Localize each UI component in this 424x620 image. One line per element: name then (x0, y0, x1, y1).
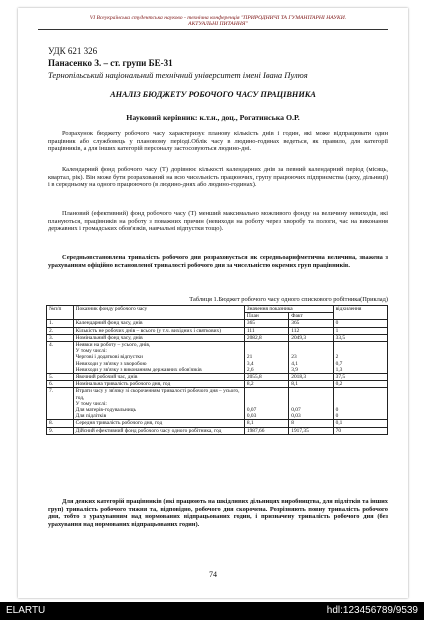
table-cell: 365 (289, 320, 333, 327)
repository-name: ELARTU (6, 605, 46, 616)
table-cell: 1917,35 (289, 427, 333, 434)
header-plan: План (244, 313, 288, 320)
table-body (47, 320, 388, 434)
table-cell: 8,2 (244, 381, 288, 388)
table-row (47, 342, 388, 374)
table-cell: 0 0 (333, 388, 387, 420)
table-row (47, 427, 388, 434)
paragraph-3: Плановий (ефективний) фонд робочого часу (Т) менший максимально можливого фонду на величину невиходів, які плануються, працівників на роботу з поважних причин (невиходи на роботу через хворобу та пологи, час на виконання державних і громадських обов'язків, навчальні відпустки тощо). (48, 210, 388, 233)
table-cell: 8. (47, 420, 74, 427)
table-cell: 23 4,1 3,9 (289, 342, 333, 374)
udk-code: УДК 621 326 (48, 46, 98, 56)
table-cell: 3. (47, 334, 74, 341)
table-cell: 2049,3 (289, 334, 333, 341)
table-cell: 0,07 0,03 (244, 388, 288, 420)
table-cell: 2018,3 (289, 374, 333, 381)
table-cell: 0,2 (333, 381, 387, 388)
table-cell: 2 0,7 1,3 (333, 342, 387, 374)
table-cell: 5. (47, 374, 74, 381)
table-cell: 365 (244, 320, 288, 327)
table-cell: 1987,66 (244, 427, 288, 434)
table-cell: 111 (244, 327, 288, 334)
table-row (47, 420, 388, 427)
table-cell: 0 (333, 320, 387, 327)
table-row (47, 334, 388, 341)
table-header-row (47, 306, 388, 313)
header-value: Значення показника (244, 306, 333, 313)
table-cell: 7. (47, 388, 74, 420)
table-cell: 0,07 0,03 (289, 388, 333, 420)
table-cell: Номінальна тривалість робочого дня, год (73, 381, 244, 388)
table-cell: Кількість не робочих днів – всього (у т.ч. вихідних і святкових) (73, 327, 244, 334)
paper-title: АНАЛІЗ БЮДЖЕТУ РОБОЧОГО ЧАСУ ПРАЦІВНИКА (110, 90, 316, 99)
table-cell: Явочний робочий час, днів (73, 374, 244, 381)
header-line-1: VI Всеукраїнська студентська науково - технічна конференція "ПРИРОДНИЧІ ТА ГУМАНІТАРНІ НАУКИ. (89, 15, 347, 21)
table-cell: 8,1 (244, 420, 288, 427)
table-cell: 4. (47, 342, 74, 374)
paragraph-5: Для деяких категорій працівників (які працюють на шкідливих дільницях виробництва, для підлітків та інших груп) тривалість робочого тижня та, відповідно, робочого дня скорочена. Розрізняють повну тривалість робочого дня, тобто з урахуванням над нормованих відпрацьованих годин, і призначену тривалість робочого дня (без урахування над нормованих відпрацьованих годин). (48, 498, 388, 528)
table-row (47, 320, 388, 327)
handle-id: hdl:123456789/9539 (326, 605, 418, 616)
header-number: №п/п (47, 306, 74, 320)
viewer-status-bar (0, 602, 424, 620)
table-cell: 33,5 (333, 334, 387, 341)
header-indicator: Показник фонду робочого часу (73, 306, 244, 320)
paragraph-4: Середньовстановлена тривалість робочого дня розраховується як середньоарифметична величина, зважена з урахуванням офіційно встановленої тривалості робочого дня за чисельністю окремих груп працівників. (48, 254, 388, 269)
supervisor: Науковий керівник: к.т.н., доц., Рогатинська О.Р. (126, 113, 300, 122)
author: Панасенко З. – ст. групи БЕ-31 (48, 58, 173, 68)
table-cell: 8 (289, 420, 333, 427)
table-cell: Календарний фонд часу, днів (73, 320, 244, 327)
header-deviation: відхилення (333, 306, 387, 320)
table-cell: 9. (47, 427, 74, 434)
conference-header (58, 15, 378, 28)
institution: Тернопільський національний технічний університет імені Івана Пулюя (48, 70, 308, 80)
table-cell: 1. (47, 320, 74, 327)
table-cell: Втрати часу у зв'язку зі скороченням тривалості робочого дня – усього, год, У тому числі: Для матерів-годувальниць Для підлітків (73, 388, 244, 420)
table-row (47, 388, 388, 420)
table-cell: 2082,8 (244, 334, 288, 341)
table-cell: 21 3,4 2,6 (244, 342, 288, 374)
header-fact: Факт (289, 313, 333, 320)
table-row (47, 374, 388, 381)
table-caption: Таблиця 1.Бюджет робочого часу одного спискового робітника(Приклад) (189, 296, 388, 303)
table-cell: 0,1 (333, 420, 387, 427)
document-page (18, 8, 408, 598)
header-line-2: АКТУАЛЬНІ ПИТАННЯ" (188, 21, 248, 28)
table-cell: 2. (47, 327, 74, 334)
table-cell: Дійсний ефективний фонд робочого часу одного робітника, год (73, 427, 244, 434)
table-cell: 70 (333, 427, 387, 434)
work-time-table (46, 305, 388, 435)
table-cell: 37,5 (333, 374, 387, 381)
table-cell: 6. (47, 381, 74, 388)
table-cell: Середня тривалість робочого дня, год (73, 420, 244, 427)
page-number: 74 (209, 570, 217, 579)
table-cell: 112 (289, 327, 333, 334)
table-cell: 1 (333, 327, 387, 334)
table-cell: Неявки на роботу – усього, днів, У тому числі: Чергові і додаткові відпустки Невиходи у зв'язку з хворобою Невиходи у зв'язку з виконанням державних обов'язків (73, 342, 244, 374)
table-cell: 8,1 (289, 381, 333, 388)
table-row (47, 381, 388, 388)
paragraph-1: Розрахунок бюджету робочого часу характеризує планову кількість днів і годин, які може відпрацювати один працівник або службовець у плановому періоді.Облік часу в людино-годинах ведеться, як правило, для категорії працівників, а для інших категорій персоналу застосовуються людино-дні. (48, 130, 388, 153)
table-cell: Номінальний фонд часу, днів (73, 334, 244, 341)
table-row (47, 327, 388, 334)
paragraph-2: Календарний фонд робочого часу (Т) дорівнює кількості календарних днів за певний календарний період (місяць, квартал, рік). Він може бути розрахований на всю чисельність працюючих, групу працюючих підприємства (цеху, дільниці) і в середньому на одного працюючого (в людино-днях або людино-годинах). (48, 166, 388, 189)
header-divider (38, 29, 388, 30)
table-cell: 2055,8 (244, 374, 288, 381)
